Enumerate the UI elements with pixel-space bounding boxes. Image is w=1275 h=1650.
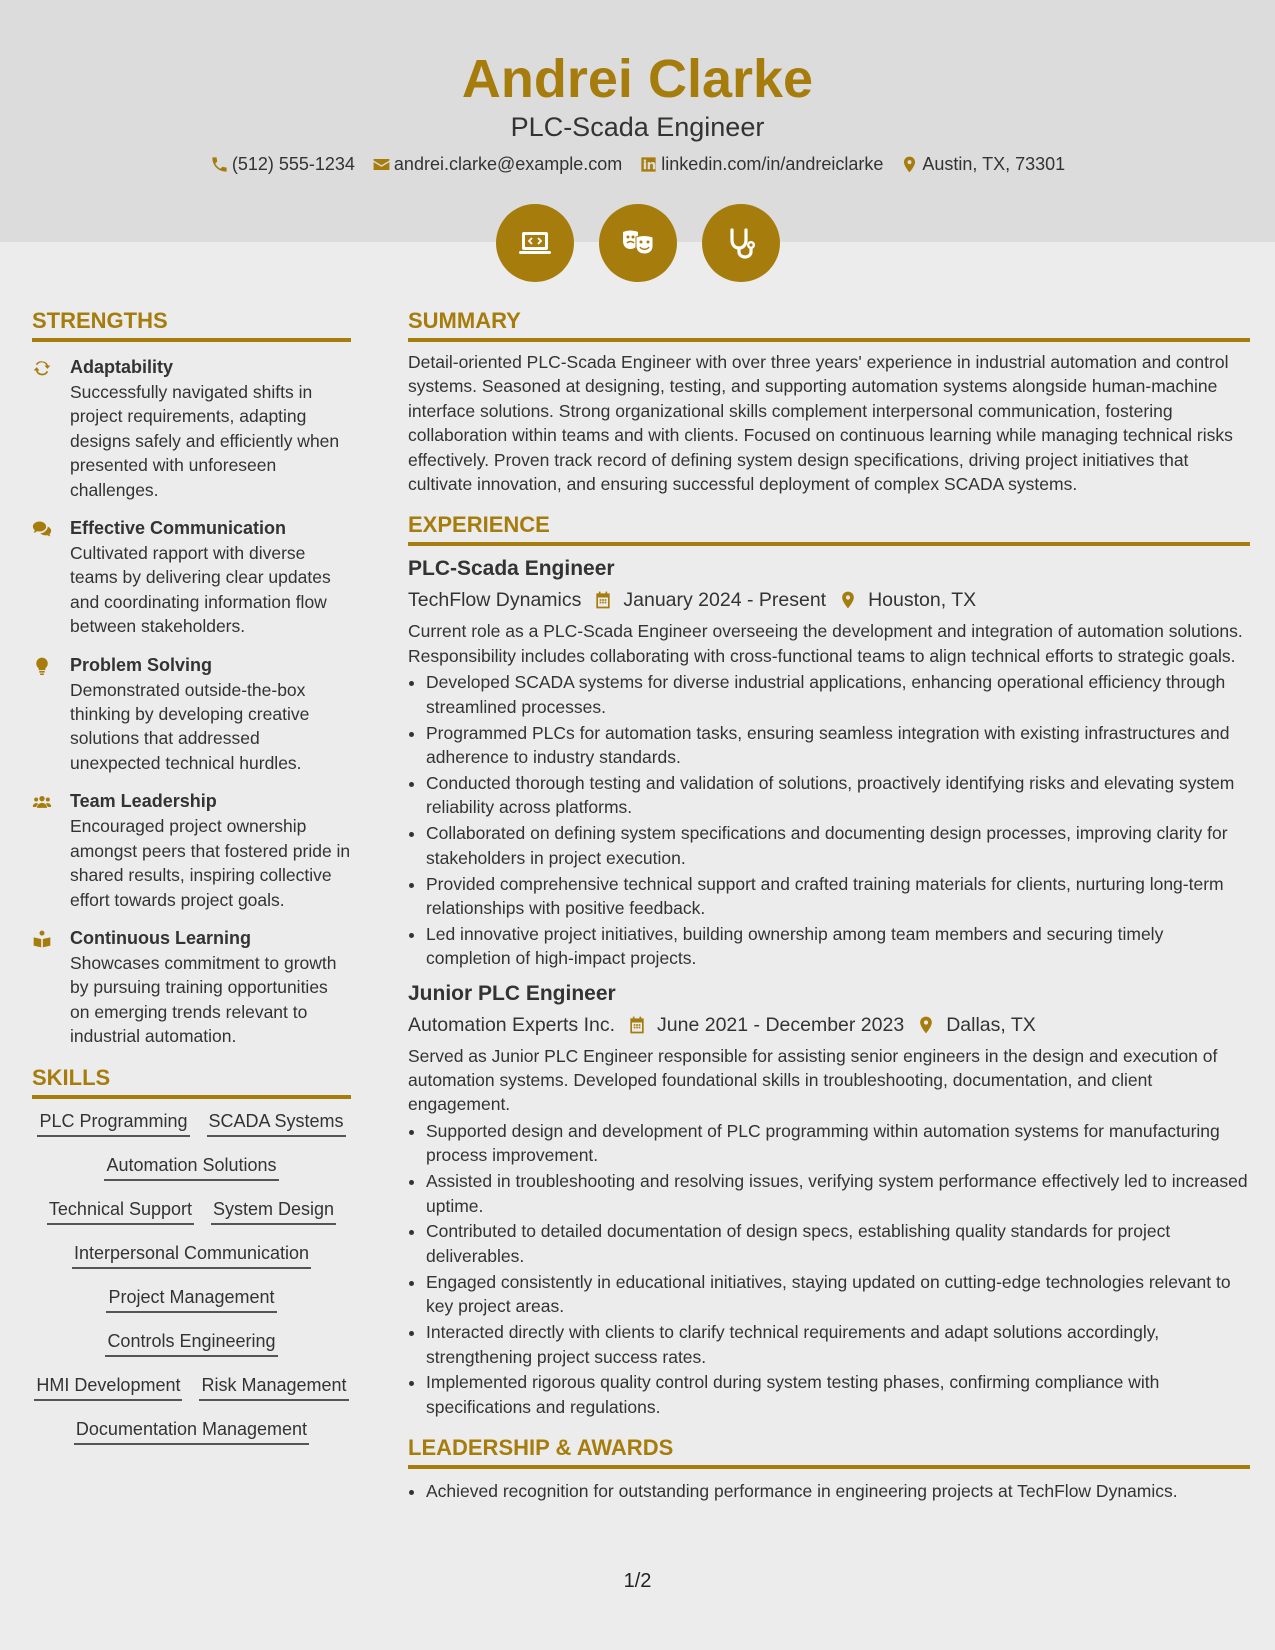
- lightbulb-icon: [32, 656, 52, 676]
- bullet-item: • Conducted thorough testing and validation of solutions, proactively identifying risks and elevating system reliability across platforms.: [426, 771, 1250, 820]
- strength-desc: Cultivated rapport with diverse teams by delivering clear updates and coordinating information flow between stakeholders.: [70, 543, 331, 637]
- strength-title: Adaptability: [70, 357, 174, 377]
- skill-tag: System Design: [211, 1195, 336, 1225]
- job-title: Junior PLC Engineer: [408, 981, 616, 1005]
- email-text: andrei.clarke@example.com: [393, 153, 623, 174]
- job-entry: [408, 980, 1250, 1420]
- strength-desc: Successfully navigated shifts in project requirements, adapting designs safely and efficiently when presented with unforeseen challenges.: [70, 382, 340, 500]
- awards-list: [408, 1479, 1250, 1503]
- bullet-item: • Interacted directly with clients to clarify technical requirements and adapt solutions accordingly, strengthening project success rates.: [426, 1320, 1250, 1369]
- job-meta: [408, 1010, 1250, 1040]
- left-column: [32, 306, 351, 1445]
- envelope-icon: [372, 155, 391, 174]
- job-meta: [408, 585, 1250, 615]
- job-location: Dallas, TX: [946, 1013, 1036, 1036]
- users-icon: [32, 792, 52, 812]
- map-pin-icon: [838, 590, 858, 610]
- job-bullets: [408, 1119, 1250, 1419]
- sync-icon: [32, 358, 52, 378]
- contact-bar: [0, 151, 1275, 177]
- linkedin-text: linkedin.com/in/andreiclarke: [661, 153, 884, 174]
- calendar-icon: [627, 1015, 647, 1035]
- strength-item: [32, 354, 351, 502]
- contact-phone[interactable]: [210, 154, 355, 175]
- laptop-code-badge: [496, 204, 574, 282]
- job-title: PLC-Scada Engineer: [408, 557, 615, 581]
- job-bullets: [408, 670, 1250, 970]
- skill-tag: Documentation Management: [74, 1415, 309, 1445]
- job-entry: [408, 555, 1250, 970]
- job-location: Houston, TX: [868, 589, 977, 612]
- interest-badges: [0, 204, 1275, 282]
- bullet-item: • Engaged consistently in educational initiatives, staying updated on cutting-edge technologies relevant to key project areas.: [426, 1270, 1250, 1319]
- contact-email[interactable]: [372, 154, 622, 175]
- skill-tag: HMI Development: [34, 1371, 182, 1401]
- strength-title: Team Leadership: [70, 791, 217, 812]
- theater-masks-badge: [599, 204, 677, 282]
- strength-desc: Showcases commitment to growth by pursuing training opportunities on emerging trends relevant to industrial automation.: [70, 952, 337, 1047]
- summary-heading: SUMMARY: [408, 306, 1250, 342]
- book-reader-icon: [32, 929, 52, 949]
- right-column: [408, 306, 1250, 1505]
- stethoscope-badge: [702, 204, 780, 282]
- bullet-item: • Assisted in troubleshooting and resolving issues, verifying system performance effectively led to increased uptime.: [426, 1169, 1250, 1218]
- experience-heading: EXPERIENCE: [408, 510, 1250, 546]
- job-description: Served as Junior PLC Engineer responsible for assisting senior engineers in the design and execution of automation systems. Developed foundational skills in troubleshooting, documentation, and client engagement.: [408, 1045, 1218, 1115]
- page-number: 1/2: [623, 1570, 652, 1592]
- awards-heading: LEADERSHIP & AWARDS: [408, 1433, 1250, 1469]
- skill-tag: Technical Support: [47, 1195, 194, 1225]
- strengths-list: [32, 354, 351, 1049]
- summary-text: Detail-oriented PLC-Scada Engineer with over three years' experience in industrial automation and control systems. Seasoned at designing, testing, and supporting automation systems alongside human-machine interface solutions. Strong organizational skills complement interpersonal communication, fostering collaboration within teams and with clients. Focused on continuous learning while managing technical risks effectively. Proven track record of defining system design specifications, driving project initiatives that cultivate innovation, and ensuring successful deployment of complex SCADA systems.: [408, 352, 1233, 495]
- linkedin-icon: [639, 155, 658, 174]
- skill-tag: SCADA Systems: [207, 1107, 346, 1137]
- skill-tag: Project Management: [106, 1283, 276, 1313]
- bullet-item: • Led innovative project initiatives, building ownership among team members and securing timely completion of high-impact projects.: [426, 922, 1250, 971]
- strength-item: [32, 652, 351, 776]
- strength-item: [32, 788, 351, 912]
- bullet-item: • Collaborated on defining system specifications and documenting design processes, improving clarity for stakeholders in project execution.: [426, 821, 1250, 870]
- strength-item: [32, 925, 351, 1049]
- skills-heading: SKILLS: [32, 1063, 351, 1099]
- strength-title: Continuous Learning: [70, 927, 251, 948]
- strength-desc: Demonstrated outside-the-box thinking by developing creative solutions that addressed unexpected technical hurdles.: [70, 679, 310, 773]
- candidate-title: PLC-Scada Engineer: [510, 112, 765, 142]
- job-description: Current role as a PLC-Scada Engineer overseeing the development and integration of automation solutions. Responsibility includes collaborating with cross-functional teams to align technical efforts to strategic goals.: [408, 621, 1243, 666]
- strength-title: Problem Solving: [70, 654, 213, 675]
- theater-masks-icon: [618, 223, 658, 263]
- strength-title: Effective Communication: [70, 518, 287, 539]
- laptop-code-icon: [515, 223, 555, 263]
- award-item: • Achieved recognition for outstanding performance in engineering projects at TechFlow Dynamics.: [426, 1479, 1250, 1503]
- skills-list: [32, 1107, 351, 1445]
- map-pin-icon: [900, 155, 919, 174]
- strengths-heading: STRENGTHS: [32, 306, 351, 342]
- skill-tag: Automation Solutions: [104, 1151, 278, 1181]
- bullet-item: • Contributed to detailed documentation of design specs, establishing quality standards for project deliverables.: [426, 1219, 1250, 1268]
- candidate-name: Andrei Clarke: [461, 49, 814, 109]
- skill-tag: Interpersonal Communication: [72, 1239, 311, 1269]
- job-company: TechFlow Dynamics: [408, 589, 582, 612]
- job-dates: January 2024 - Present: [623, 589, 827, 612]
- phone-icon: [210, 155, 229, 174]
- bullet-item: • Programmed PLCs for automation tasks, ensuring seamless integration with existing infrastructures and adherence to industry standards.: [426, 721, 1250, 770]
- strength-desc: Encouraged project ownership amongst peers that fostered pride in shared results, inspiring collective effort towards project goals.: [70, 816, 351, 910]
- contact-linkedin[interactable]: [639, 154, 883, 175]
- stethoscope-icon: [721, 223, 761, 263]
- job-dates: June 2021 - December 2023: [657, 1013, 905, 1036]
- job-company: Automation Experts Inc.: [408, 1013, 616, 1036]
- location-text: Austin, TX, 73301: [922, 153, 1066, 174]
- bullet-item: • Developed SCADA systems for diverse industrial applications, enhancing operational efficiency through streamlined processes.: [426, 670, 1250, 719]
- contact-location: [900, 154, 1065, 175]
- phone-text: (512) 555-1234: [231, 153, 355, 174]
- bullet-item: • Supported design and development of PLC programming within automation systems for manufacturing process improvement.: [426, 1119, 1250, 1168]
- calendar-icon: [593, 590, 613, 610]
- comments-icon: [32, 519, 52, 539]
- map-pin-icon: [916, 1015, 936, 1035]
- bullet-item: • Provided comprehensive technical support and crafted training materials for clients, nurturing long-term relationships with positive feedback.: [426, 872, 1250, 921]
- strength-item: [32, 515, 351, 639]
- skill-tag: Controls Engineering: [105, 1327, 277, 1357]
- bullet-item: • Implemented rigorous quality control during system testing phases, confirming compliance with specifications and regulations.: [426, 1370, 1250, 1419]
- skill-tag: PLC Programming: [37, 1107, 189, 1137]
- skill-tag: Risk Management: [199, 1371, 348, 1401]
